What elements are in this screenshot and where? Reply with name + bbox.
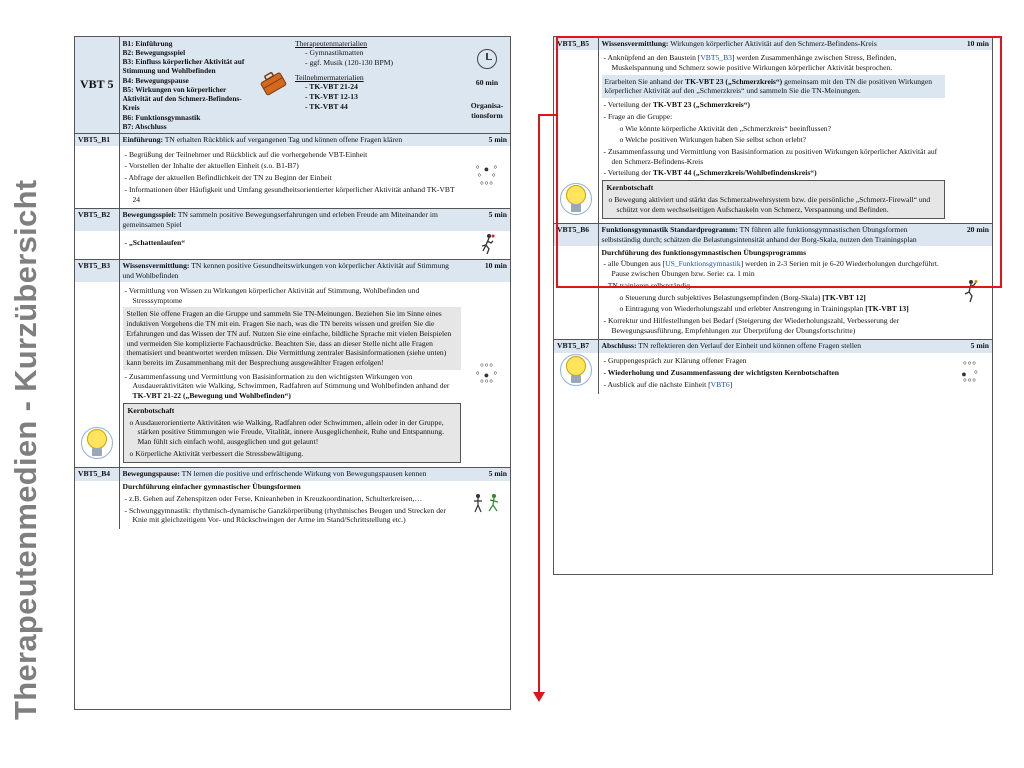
- section-time: 10 min: [966, 38, 989, 48]
- list-item: - Frage an die Gruppe:: [603, 111, 673, 121]
- list-item: - Gruppengespräch zur Klärung offener Fragen: [603, 356, 747, 366]
- section-id: VBT5_B2: [75, 208, 119, 231]
- toc-item: B5: Wirkungen von körperlicher Aktivität auf den Schmerz-Befindens-Kreis: [122, 84, 242, 113]
- sub-item: o Eintragung von Wiederholungszahl und erlebter Anstrengung in Trainingsplan [TK-VBT 13]: [619, 304, 909, 314]
- section-body-b3: [75, 282, 510, 467]
- list-item: - z.B. Gehen auf Zehenspitzen oder Ferse, Knieanheben in Kreuzkoordination, Schulterkreisen,…: [124, 493, 423, 503]
- list-item: - alle Übungen aus [US_Funktionsgymnastik] werden in 2-3 Serien mit je 6-20 Wiederholungen durchgeführt. Pause zwischen Übungen bzw. Serie: ca. 1 min: [603, 259, 939, 279]
- section-header-b7: [554, 339, 992, 352]
- key-message-item: o Bewegung aktiviert und stärkt das Schmerzabwehrsystem bzw. die persönliche „Schmerz-Firewall“ und schützt vor dem wechselseitigen Aufschaukeln von Schmerz, Verspannung und Befinden.: [608, 194, 931, 214]
- section-time: 5 min: [464, 467, 510, 480]
- participant-item: - TK-VBT 44: [305, 101, 348, 111]
- highlight-frame: [556, 36, 1002, 288]
- list-item: - Verteilung der TK-VBT 23 („Schmerzkreis“): [603, 100, 751, 110]
- list-item: - Abfrage der aktuellen Befindlichkeit der TN zu Beginn der Einheit: [124, 173, 332, 183]
- exercise-figures-icon: [472, 493, 502, 513]
- instruction-paragraph: Erarbeiten Sie anhand der TK-VBT 23 („Schmerzkreis“) gemeinsam mit den TN die positiven Wirkungen körperlicher Aktivität auf den „Schmerzkreis“ und sammeln Sie die TN-Meinungen.: [602, 75, 946, 98]
- section-body-b2: [75, 231, 510, 259]
- link-vbt5-b3[interactable]: VBT5_B3: [700, 53, 732, 63]
- section-body-b4: [75, 481, 510, 529]
- key-message-item: o Ausdauerorientierte Aktivitäten wie Walking, Radfahren oder Schwimmen, allein oder in der Gruppe, stärken positive Stimmungen wie Freude, Vitalität, innere Ausgeglichenheit, Ruhe und Entspannung. Man fühlt sich einfach wohl, ausgeglichen und gut gelaunt!: [129, 417, 444, 446]
- arrow-connector: [538, 114, 556, 116]
- section-heading: Einführung: TN erhalten Rückblick auf vergangenen Tag und können offene Fragen klären: [119, 133, 464, 146]
- list-item: - Vorstellen der Inhalte der aktuellen Einheit (s.o. B1-B7): [124, 161, 299, 171]
- duration-cell: [464, 37, 510, 133]
- section-time: 5 min: [464, 133, 510, 146]
- key-message-title: Kernbotschaft: [127, 405, 175, 415]
- list-item: - Zusammenfassung und Vermittlung von Basisinformation zu positiven Wirkungen körperlicher Aktivität auf den Schmerz-Befindens-Kreis: [603, 146, 938, 166]
- lightbulb-icon: [81, 427, 113, 463]
- list-item: - TN trainieren selbstständig: [603, 280, 691, 290]
- section-body-b7: [554, 353, 992, 395]
- section-heading: Wissensvermittlung: TN kennen positive Gesundheitswirkungen von körperlicher Aktivität auf Stimmung und Wohlbefinden: [119, 259, 464, 282]
- suitcase-icon: [258, 68, 288, 98]
- section-id: VBT5_B7: [554, 339, 598, 352]
- instruction-paragraph: Stellen Sie offene Fragen an die Gruppe und sammeln Sie TN-Meinungen. Beziehen Sie im Sinne eines induktiven Vorgehens die TN mit ein. Fragen Sie nach, was die TN bereits wissen und greifen Sie die Erfahrungen und das Wissen der TN auf. Nutzen Sie eine einfache, bildliche Sprache mit vielen Beispielen und vermeiden Sie komplizierte Fachausdrücke. Beachten Sie, dass an dieser Stelle nicht alle Fragen thematisiert und beantwortet werden müssen. Die Vermittlung zentraler Basisinformationen (siehe unten) kann bereits im Zusammenhang mit der Besprechung ausgewählter Fragen erfolgen!: [123, 307, 462, 369]
- circle-dots-icon: °°° ● ° °°°: [961, 360, 979, 387]
- list-item: - Wiederholung und Zusammenfassung der wichtigsten Kernbotschaften: [603, 367, 839, 377]
- section-heading: Bewegungsspiel: TN sammeln positive Bewegungserfahrungen und erleben Freude am Miteinander im gemeinsamen Spiel: [119, 208, 464, 231]
- section-id: VBT5_B4: [75, 467, 119, 480]
- circle-dots-icon: °°° ° ● ° °°°: [475, 361, 499, 388]
- arrow-down-icon: [533, 692, 545, 702]
- circle-dots-icon: ° ● ° ° ° °°°: [475, 163, 499, 191]
- section-id: VBT5_B6: [554, 223, 598, 246]
- section-heading: Abschluss: TN reflektieren den Verlauf der Einheit und können offene Fragen stellen: [598, 339, 948, 352]
- list-item: - Vermittlung von Wissen zu Wirkungen körperlicher Aktivität auf Stimmung, Wohlbefinden und Stresssymptome: [124, 285, 420, 305]
- list-item: - Verteilung der TK-VBT 44 („Schmerzkreis/Wohlbefindenskreis“): [603, 168, 817, 178]
- list-item: - Anknüpfend an den Baustein [VBT5_B3] werden Zusammenhänge zwischen Stress, Befinden, Muskelspannung und Schmerz sowie positive Wirkungen körperlicher Aktivität besprochen.: [603, 53, 897, 72]
- section-time: 20 min: [948, 223, 992, 246]
- key-message-title: Kernbotschaft: [606, 183, 654, 193]
- participants-title: Teilnehmermaterialien: [295, 72, 364, 82]
- section-time: 10 min: [464, 259, 510, 282]
- section-heading: Funktionsgymnastik Standardprogramm: TN führen alle funktionsgymnastischen Übungsformen selbstständig durch; schätzen die Belastungsintensität anhand der Borg-Skala, nutzen den Trainingsplan: [598, 223, 948, 246]
- list-item: - Korrektur und Hilfestellungen bei Bedarf (Steigerung der Wiederholungszahl, Verbesserung der Bewegungsausführung, Empfehlungen zur Überprüfung der Übungsfortschritte): [603, 316, 900, 335]
- list-item: - „Schattenlaufen“: [124, 237, 186, 247]
- total-duration: 60 min: [475, 77, 499, 87]
- list-item: - Informationen über Häufigkeit und Umfang gesundheitsorientierter körperlicher Aktivität anhand TK-VBT 24: [124, 184, 455, 204]
- section-subheading: Durchführung des funktionsgymnastischen Übungsprogramms: [601, 247, 807, 257]
- key-message-box: [123, 403, 462, 464]
- side-panel: [0, 0, 60, 768]
- section-id: VBT5_B3: [75, 259, 119, 282]
- material-item: - ggf. Musik (120-130 BPM): [305, 57, 393, 67]
- section-body-b1: [75, 146, 510, 208]
- section-id: VBT5_B1: [75, 133, 119, 146]
- left-table: [75, 37, 510, 529]
- runner-icon: [478, 233, 496, 255]
- orga-label: Organisa-tionsform: [470, 101, 504, 120]
- left-page: [74, 36, 511, 710]
- section-time: 5 min: [464, 208, 510, 231]
- toc-item: B6: Funktionsgymnastik: [122, 112, 201, 122]
- toc-item: B2: Bewegungsspiel: [122, 47, 186, 57]
- toc-item: B4: Bewegungspause: [122, 75, 189, 85]
- toc-item: B1: Einführung: [122, 38, 173, 48]
- summary-row: [75, 37, 510, 133]
- link-vbt6[interactable]: VBT6: [710, 379, 730, 389]
- participant-item: - TK-VBT 12-13: [305, 92, 358, 102]
- sub-item: o Wie könnte körperliche Aktivität den „Schmerzkreis“ beeinflussen?: [619, 123, 831, 133]
- materials-title: Therapeutenmaterialien: [295, 38, 368, 48]
- section-time: 5 min: [948, 339, 992, 352]
- link-us-funktionsgymnastik[interactable]: US_Funktionsgymnastik: [665, 259, 741, 269]
- material-item: - Gymnastikmatten: [305, 48, 364, 58]
- section-heading: Bewegungspause: TN lernen die positive und erfrischende Wirkung von Bewegungspausen kennen: [119, 467, 464, 480]
- list-item: - Begrüßung der Teilnehmer und Rückblick auf die vorhergehende VBT-Einheit: [124, 149, 368, 159]
- section-subheading: Durchführung einfacher gymnastischer Übungsformen: [122, 482, 301, 492]
- section-id: VBT5_B5: [554, 37, 598, 50]
- section-header-b3: [75, 259, 510, 282]
- toc-item: B7: Abschluss: [122, 121, 167, 131]
- section-header-b1: [75, 133, 510, 146]
- side-title: Therapeutenmedien - Kurzübersicht: [8, 179, 43, 720]
- toc-list: [119, 37, 254, 133]
- toc-item: B3: Einfluss körperlicher Aktivität auf Stimmung und Wohlbefinden: [122, 57, 245, 76]
- clock-icon: [477, 49, 497, 69]
- list-item: - Zusammenfassung und Vermittlung von Basisinformation zu den wichtigsten Wirkungen von Ausdaueraktivitäten wie Walking, Schwimmen, Radfahren auf Stimmung und Wohlbefinden anhand der TK-VBT 21-22 („Bewegung und Wohlbefinden“): [124, 371, 450, 401]
- unit-label: VBT 5: [75, 37, 119, 133]
- suitcase-cell: [254, 37, 292, 133]
- section-header-b4: [75, 467, 510, 480]
- list-item: - Ausblick auf die nächste Einheit [VBT6]: [603, 379, 733, 389]
- list-item: - Schwunggymnastik: rhythmisch-dynamische Ganzkörperübung (rhythmisches Beugen und Strecken der Knie mit gleichzeitigem Vor- und Rückschwingen der Arme im Stand/Schrittstellung etc.): [124, 505, 446, 525]
- arrow-line: [538, 114, 540, 694]
- materials-cell: [292, 37, 464, 133]
- sub-item: o Welche positiven Wirkungen haben Sie selbst schon erlebt?: [619, 135, 806, 145]
- section-header-b2: [75, 208, 510, 231]
- key-message-item: o Körperliche Aktivität verbessert die Stressbewältigung.: [129, 448, 304, 458]
- participant-item: - TK-VBT 21-24: [305, 82, 358, 92]
- lightbulb-icon: [560, 354, 592, 390]
- sub-item: o Steuerung durch subjektives Belastungsempfinden (Borg-Skala) [TK-VBT 12]: [619, 292, 866, 302]
- section-heading: Wissensvermittlung: Wirkungen körperlicher Aktivität auf den Schmerz-Befindens-Kreis: [601, 38, 877, 48]
